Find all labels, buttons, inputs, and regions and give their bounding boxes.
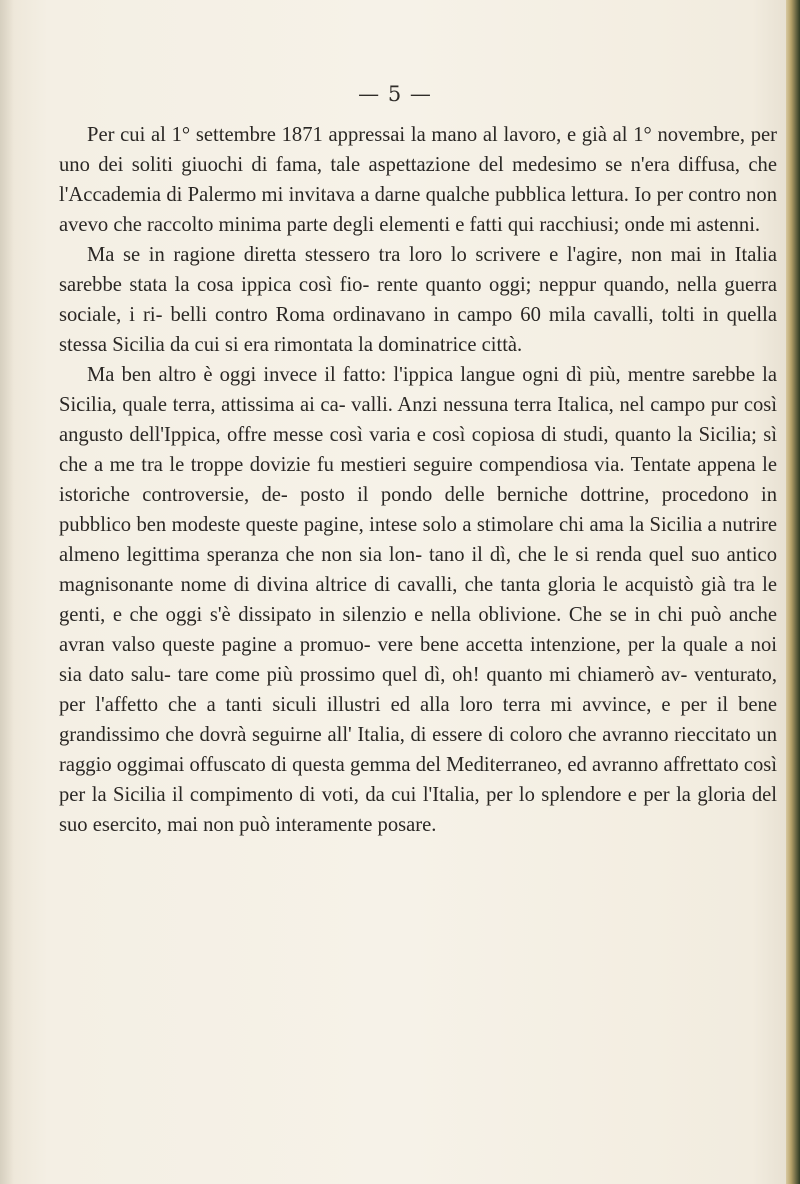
body-text	[59, 120, 777, 840]
book-binding-edge	[786, 0, 800, 1184]
paragraph-1: Per cui al 1° settembre 1871 appressai la mano al lavoro, e già al 1° novembre, per uno dei soliti giuochi di fama, tale aspettazione del medesimo se n'era diffusa, che l'Accademia di Palermo mi invitava a darne qualche pubblica lettura. Io per contro non avevo che raccolto minima parte degli elementi e fatti qui racchiusi; onde mi astenni.	[59, 124, 777, 236]
paragraph-2: Ma se in ragione diretta stessero tra loro lo scrivere e l'agire, non mai in Italia sarebbe stata la cosa ippica così fio- rente quanto oggi; neppur quando, nella guerra sociale, i ri- belli contro Roma ordinavano in campo 60 mila cavalli, tolti in quella stessa Sicilia da cui si era rimontata la dominatrice città.	[59, 244, 777, 356]
page-number: — 5 —	[358, 82, 432, 106]
paragraph-3: Ma ben altro è oggi invece il fatto: l'ippica langue ogni dì più, mentre sarebbe la Sicilia, quale terra, attissima ai ca- valli. Anzi nessuna terra Italica, nel campo pur così angusto dell'Ippica, offre messe così varia e così copiosa di studi, quanto la Sicilia; sì che a me tra le troppe dovizie fu mestieri seguire compendiosa via. Tentate appena le istoriche controversie, de- posto il pondo delle berniche dottrine, procedono in pubblico ben modeste queste pagine, intese solo a stimolare chi ama la Sicilia a nutrire almeno legittima speranza che non sia lon- tano il dì, che le si renda quel suo antico magnisonante nome di divina altrice di cavalli, che tanta gloria le acquistò già tra le genti, e che oggi s'è dissipato in silenzio e nella oblivione. Che se in chi può anche avran valso queste pagine a promuo- vere bene accetta intenzione, per la quale a noi sia dato salu- tare come più prossimo quel dì, oh! quanto mi chiamerò av- venturato, per l'affetto che a tanti siculi illustri ed alla loro terra mi avvince, e per il bene grandissimo che dovrà seguirne all' Italia, di essere di coloro che avranno rieccitato un raggio oggimai offuscato di questa gemma del Mediterraneo, ed avranno affrettato così per la Sicilia il compimento di voti, da cui l'Italia, per lo splendore e per la gloria del suo esercito, mai non può interamente posare.	[59, 364, 777, 836]
page-edge-shadow	[0, 0, 14, 1184]
